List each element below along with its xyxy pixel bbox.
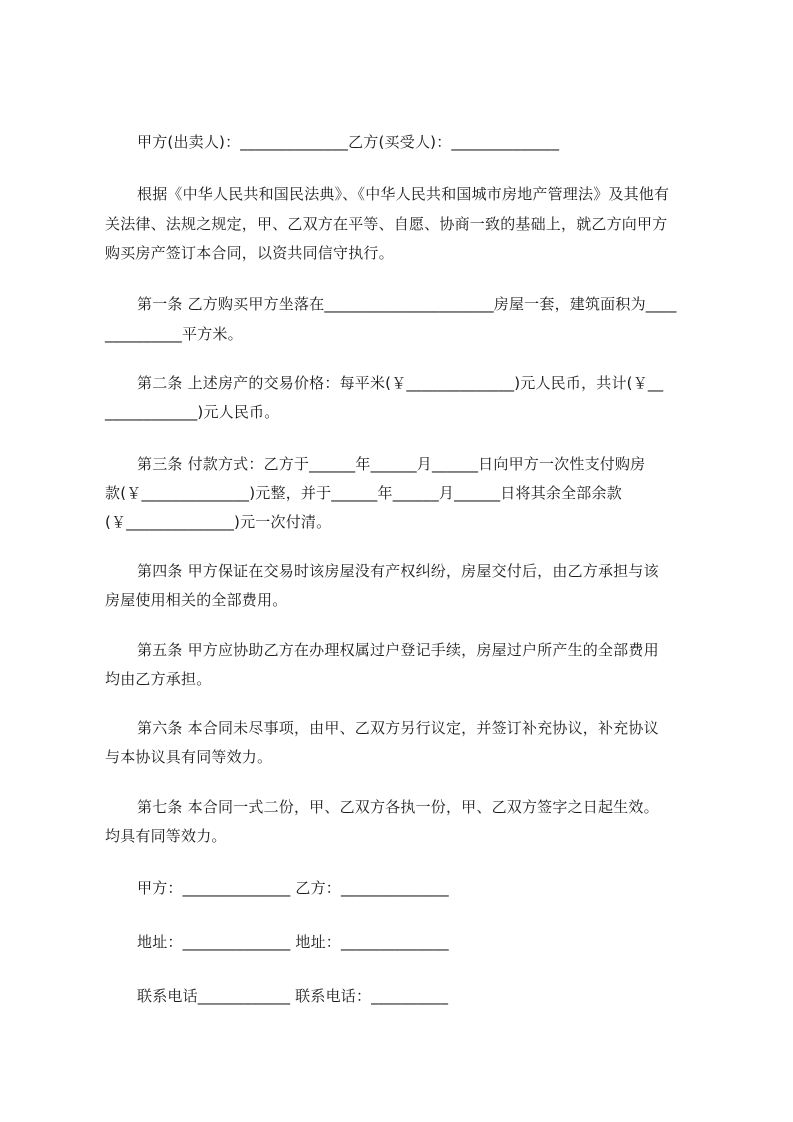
article4-line-2: 房屋使用相关的全部费用。 (105, 591, 288, 609)
article7-line-2: 均具有同等效力。 (105, 827, 227, 845)
article7-line-1: 第七条 本合同一式二份，甲、乙双方各执一份，甲、乙双方签字之日起生效。 (137, 798, 659, 816)
article5-line-2: 均由乙方承担。 (105, 670, 212, 688)
article2-line-1: 第二条 上述房产的交易价格：每平米(￥______________)元人民币，共计(￥__ (137, 374, 664, 392)
preamble-line-2: 关法律、法规之规定，甲、乙双方在平等、自愿、协商一致的基础上，就乙方向甲方 (105, 215, 668, 233)
article6-line-1: 第六条 本合同未尽事项，由甲、乙双方另行议定，并签订补充协议，补充协议 (137, 719, 659, 737)
article6-line-2: 与本协议具有同等效力。 (105, 748, 273, 766)
signature-phone: 联系电话____________ 联系电话：__________ (137, 987, 449, 1005)
article5-line-1: 第五条 甲方应协助乙方在办理权属过户登记手续，房屋过户所产生的全部费用 (137, 641, 659, 659)
preamble-line-3: 购买房产签订本合同，以资共同信守执行。 (105, 244, 394, 262)
signature-parties: 甲方：______________ 乙方：______________ (137, 879, 449, 897)
article2-line-2: ____________)元人民币。 (105, 403, 280, 421)
preamble-line-1: 根据《中华人民共和国民法典》、《中华人民共和国城市房地产管理法》及其他有 (137, 185, 670, 203)
article3-line-3: (￥______________)元一次付清。 (105, 513, 332, 531)
signature-address: 地址：______________ 地址：______________ (137, 933, 449, 951)
parties-header: 甲方(出卖人)：______________乙方(买受人)：______________ (137, 133, 560, 151)
article3-line-2: 款(￥______________)元整，并于______年______月______日将其余全部余款 (105, 484, 622, 502)
article1-line-2: __________平方米。 (105, 325, 243, 343)
article3-line-1: 第三条 付款方式：乙方于______年______月______日向甲方一次性支付购房 (137, 455, 646, 473)
article4-line-1: 第四条 甲方保证在交易时该房屋没有产权纠纷，房屋交付后，由乙方承担与该 (137, 562, 659, 580)
article1-line-1: 第一条 乙方购买甲方坐落在______________________房屋一套，建筑面积为____ (137, 295, 677, 313)
